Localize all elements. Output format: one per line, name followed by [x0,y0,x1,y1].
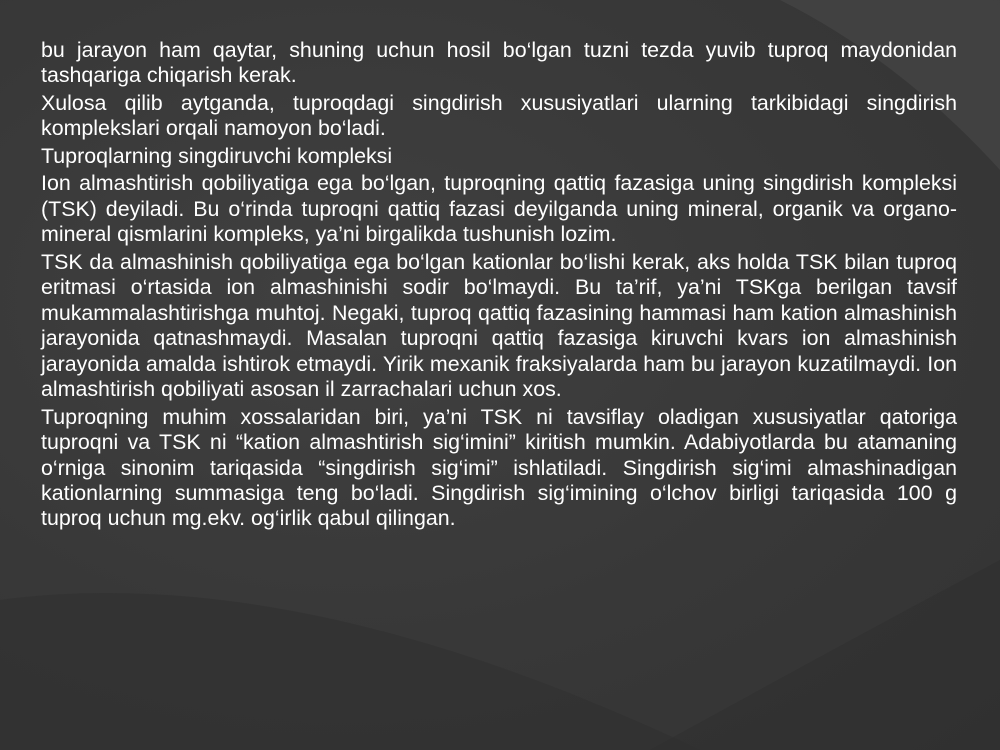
section-heading: Tuproqlarning singdiruvchi kompleksi [41,143,393,168]
slide-body-text [41,38,957,534]
paragraph: Xulosa qilib aytganda, tuproqdagi singdirish xususiyatlari ularning tarkibidagi singdirish komplekslari orqali namoyon bo‘ladi. [41,90,957,141]
paragraph: Tuproqning muhim xossalaridan biri, ya’ni TSK ni tavsiflay oladigan xususiyatlar qatoriga tuproqni va TSK ni “kation almashtirish sig‘imini” kiritish mumkin. Adabiyotlarda bu atamaning o‘rniga sinonim tariqasida “singdirish sig‘imi” ishlatiladi. Singdirish sig‘imi almashinadigan kationlarning summasiga teng bo‘ladi. Singdirish sig‘imining o‘lchov birligi tariqasida 100 g tuproq uchun mg.ekv. og‘irlik qabul qilingan. [41,404,957,531]
paragraph: TSK da almashinish qobiliyatiga ega bo‘lgan kationlar bo‘lishi kerak, aks holda TSK bilan tuproq eritmasi o‘rtasida ion almashinishi sodir bo‘lmaydi. Bu ta’rif, ya’ni TSKga berilgan tavsif mukammalashtirishga muhtoj. Negaki, tuproq qattiq fazasining hammasi ham kation almashinish jarayonida qatnashmaydi. Masalan tuproqni qattiq fazasiga kiruvchi kvars ion almashinish jarayonida amalda ishtirok etmaydi. Yirik mexanik fraksiyalarda ham bu jarayon kuzatilmaydi. Ion almashtirish qobiliyati asosan il zarrachalari uchun xos. [41,249,957,402]
paragraph: bu jarayon ham qaytar, shuning uchun hosil bo‘lgan tuzni tezda yuvib tuproq maydonidan tashqariga chiqarish kerak. [41,38,957,88]
paragraph: Ion almashtirish qobiliyatiga ega bo‘lgan, tuproqning qattiq fazasiga uning singdirish kompleksi (TSK) deyiladi. Bu o‘rinda tuproqni qattiq fazasi deyilganda uning mineral, organik va organo-mineral qismlarini kompleks, ya’ni birgalikda tushunish lozim. [41,171,957,247]
